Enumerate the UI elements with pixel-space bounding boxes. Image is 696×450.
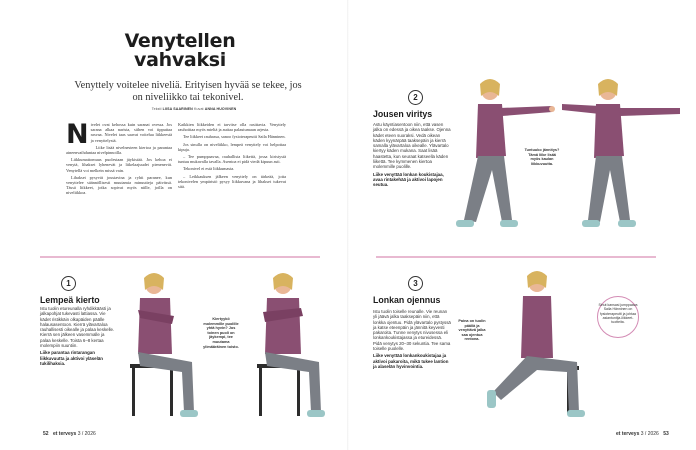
exercise-title: Lonkan ojennus <box>373 295 441 305</box>
step-number-badge: 2 <box>408 90 423 105</box>
shoe <box>307 410 325 417</box>
shirt <box>521 296 553 358</box>
headline: Venytellen vahvaksi <box>124 30 236 71</box>
chair-leg <box>170 368 173 416</box>
exercise-text <box>40 306 116 366</box>
shoe <box>487 390 496 408</box>
photo-standing-twist-2 <box>560 70 688 250</box>
exercise-text <box>373 122 452 188</box>
step-number-badge: 1 <box>61 276 76 291</box>
shirt <box>265 298 301 354</box>
arm-left <box>562 104 600 114</box>
photo-seated-twist-1 <box>120 266 205 428</box>
intro-paragraph: ivelet ovat kehossa kuin saranat ovessa. Jos sarana alkaa narista, siihen voi tipputtaa rasvaa. Nivelet taas saavat voitelua liikkeestä ja venyttelystä. <box>90 122 172 143</box>
leggings <box>493 356 579 412</box>
byline-photographer: ANNA HUOVINEN <box>204 107 237 111</box>
photo-seated-twist-2 <box>247 266 332 428</box>
chair-leg <box>132 368 135 416</box>
intro-column-left <box>66 122 172 250</box>
arm-right <box>500 106 552 116</box>
page-number: 53 <box>663 431 669 437</box>
section-divider <box>40 256 320 258</box>
byline-photo-label: Kuvat <box>193 107 204 111</box>
intro-column-right <box>178 122 286 250</box>
leggings <box>138 352 194 412</box>
shoe <box>582 220 600 227</box>
footer-right <box>616 431 672 437</box>
shoe <box>567 410 585 417</box>
issue-number: 3 / 2026 <box>640 431 659 437</box>
shirt <box>138 298 172 354</box>
exercise-callout: Tuntuuko jännitys? Tämä liike lisää myös kaulan liikkuvuutta. <box>524 148 560 166</box>
intro-paragraph: – Leikkauksen jälkeen venyttely on tärkeää, jotta tekonivelen ympäristö pysyy liikkuvana ja lihakset tukevat sitä. <box>178 173 286 190</box>
intro-paragraph: Liikkumattomuus puolestaan jäykistää. Jos kehoa ei venytä, lihakset lyhenevät ja liikelaajuudet pienenevät. Venytellä voi melkein missä vain. <box>66 157 172 173</box>
photo-hip-extension <box>487 262 597 424</box>
section-divider <box>376 256 656 258</box>
intro-paragraph: Kaikkien liikkeiden ei tarvitse olla rasittavia. Venyttely rauhoittaa myös mieltä ja auttaa palautumaan arjesta. <box>178 122 286 133</box>
exercise-instructions: Istu tuolin etureunalla ryhdikkäästi ja jalkapohjat tukevasti lattiassa. Vie kädet ristikkäin olkapäiden päälle halausasentoon. Kierrä ylävartaloa rauhallisesti oikealle ja palaa keskelle. Kierrä sen jälkeen vasemmalle ja palaa keskelle. Toista 6–8 kertaa molempiin suuntiin. <box>40 306 115 349</box>
byline-text-label: Teksti <box>151 107 162 111</box>
intro-paragraph: Lihakset pysyvät joustavina ja ryhti paranee, kun venyttelee säännöllisesti muutamia minuutteja päivässä. Tässä liikkeet, jotka sopivat myös niille, joilla on niveliikkoa. <box>66 174 172 196</box>
intro-paragraph: Tee liikkeet rauhassa, sanoo fysioterapeutti Saila Hänninen. <box>183 134 286 140</box>
byline-author: LIISA SAARINEN <box>162 107 193 111</box>
exercise-instructions: Istu tuolin toiselle reunalle. Vie reunan yli jäävä jalka taaksepäin niin, että lonkka ojentuu. Pidä ylävartalo pystyssä ja katse eteenpäin ja jännitä keyvesti pakaroita. Tunne venytys nivusessa eli lonkankoukistajassa ja etureidessä. Pidä venytys 20–30 sekuntia. Tee sama toiselle puolelle. <box>373 309 451 352</box>
photo-standing-twist-1 <box>442 70 557 250</box>
exercise-text <box>373 309 451 369</box>
step-number-badge: 3 <box>408 276 423 291</box>
exercise-instructions: Astu käyntiasentoon niin, että vasen jalka on edessä ja oikea taakse. Ojenna kädet eteen suoraksi. Vedä oikean käden kyynärpää taaksepäin ja kierrä samalla ylävartaloa oikealle. Ylävartalo kiertyy käden mukana. Saat lisää haastetta, kun seuraat katseella käden liikettä. Tee kymmenen kiertoa molemmille puolille. <box>373 122 451 170</box>
subtitle: Venyttely voitelee niveliä. Erityisen hyvää se tekee, jos on niveliikko tai tekonivel. <box>74 80 302 103</box>
intro-paragraph: Tekonivel ei estä liikkumasta. <box>183 166 235 172</box>
chair-leg <box>297 368 300 416</box>
exercise-benefit: Liike venyttää lonkan koukistajaa, avaa rintakehää ja aktivoi lapojen seutua. <box>373 171 444 188</box>
exercise-benefit: Liike parantaa rintarangan liikkuvuutta ja aktivoi yläselän tukilihaksia. <box>40 350 103 366</box>
page-gutter <box>347 0 349 450</box>
leggings <box>588 156 630 222</box>
instructor-bubble: Sinut kansasi jumppaava Saila Hänninen on fysioterapeutti ja johtaa asiantuntija-liikkeet-tuotteita. <box>597 296 639 338</box>
shoe <box>500 220 518 227</box>
leggings <box>464 156 512 222</box>
shoe <box>180 410 198 417</box>
footer-left <box>40 431 96 437</box>
leggings <box>265 352 321 412</box>
chair-leg <box>259 368 262 416</box>
intro-paragraph: Jos sinulla on niveliikko, lempeä venyttely voi helpottaa kipuja. <box>178 141 286 152</box>
exercise-callout: Kiertyykö molemmille puolille yhtä hyvin? Jos toinen puoli on jäykempi, tee muutama ylimääräinen toisto. <box>203 317 239 349</box>
exercise-callout: Paina on tuolin päällä ja venyttävä jalka saa ojentua rentona. <box>458 319 486 342</box>
intro-paragraph: – Tee pumppaavaa, rauhallista liikettä, jossa kiristystä tuntuu mukavalla tavalla. Asentoa ei pidä viedä kipuun asti. <box>178 154 286 165</box>
magazine-name: et terveys <box>52 431 77 437</box>
dropcap: N <box>66 122 89 150</box>
arm-right <box>618 108 680 116</box>
shoe <box>456 220 474 227</box>
exercise-benefit: Liike venyttää lonkankoukistajaa ja aktivoi pakaroita, mikä tukee lantion ja alaselän hyvinvointia. <box>373 353 449 369</box>
hand <box>549 106 555 112</box>
byline <box>94 107 294 111</box>
issue-number: 3 / 2026 <box>77 431 96 437</box>
magazine-name: et terveys <box>616 431 640 437</box>
shoe <box>618 220 636 227</box>
exercise-title: Lempeä kierto <box>40 295 100 305</box>
intro-paragraph: Liike lisää nivelnesteen kiertoa ja parantaa aineenvaihduntaa nivelpinnoilla. <box>66 144 172 156</box>
exercise-title: Jousen viritys <box>373 109 433 119</box>
page-number: 52 <box>43 431 49 437</box>
